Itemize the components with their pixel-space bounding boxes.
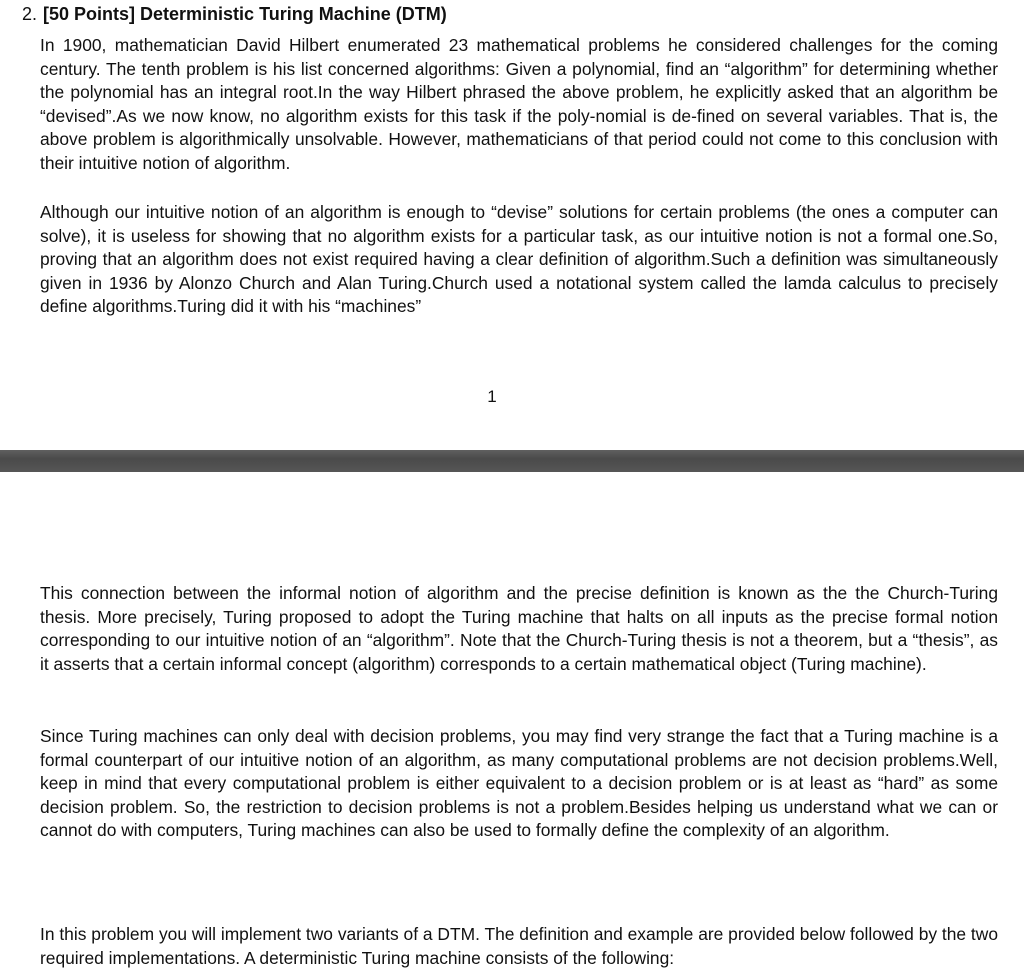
page-separator xyxy=(0,450,1024,472)
paragraph-dtm-definition-intro: In this problem you will implement two variants of a DTM. The definition and example are provided below followed by the two required implementations. A deterministic Turing machine consists of the following: xyxy=(40,924,998,968)
paragraph-intuitive-notion: Although our intuitive notion of an algorithm is enough to “devise” solutions for certain problems (the ones a computer can solve), it is useless for showing that no algorithm exists for a particular task, as our intuitive notion is not a formal one.So, proving that an algorithm does not exist required having a clear definition of algorithm.Such a definition was simultaneously given in 1936 by Alonzo Church and Alan Turing.Church used a notational system called the lamda calculus to precisely define algorithms.Turing did it with his “machines” xyxy=(40,202,998,317)
paragraph-church-turing-thesis: This connection between the informal notion of algorithm and the precise definition is known as the the Church-Turing thesis. More precisely, Turing proposed to adopt the Turing machine that halts on all inputs as the precise formal notion corresponding to our intuitive notion of an “algorithm”. Note that the Church-Turing thesis is not a theorem, but a “thesis”, as it asserts that a certain informal concept (algorithm) corresponds to a certain mathematical object (Turing machine). xyxy=(40,583,998,674)
page-number: 1 xyxy=(487,387,497,406)
question-heading xyxy=(22,3,447,25)
paragraph-decision-problems: Since Turing machines can only deal with decision problems, you may find very strange the fact that a Turing machine is a formal counterpart of our intuitive notion of an algorithm, as many computational problems are not decision problems.Well, keep in mind that every computational problem is either equivalent to a decision problem or is at least as “hard” as some decision problem. So, the restriction to decision problems is not a problem.Besides helping us understand what we can or cannot do with computers, Turing machines can also be used to formally define the complexity of an algorithm. xyxy=(40,726,998,841)
document-page-2 xyxy=(0,472,1024,979)
question-number: 2. xyxy=(22,4,38,24)
paragraph-hilbert-history: In 1900, mathematician David Hilbert enumerated 23 mathematical problems he considered challenges for the coming century. The tenth problem is his list concerned algorithms: Given a polynomial, find an “algorithm” for determining whether the polynomial has an integral root.In the way Hilbert phrased the above problem, he explicitly asked that an algorithm be “devised”.As we now know, no algorithm exists for this task if the poly-nomial is de-fined on several variables. That is, the above problem is algorithmically unsolvable. However, mathematicians of that period could not come to this conclusion with their intuitive notion of algorithm. xyxy=(40,35,998,173)
question-title: [50 Points] Deterministic Turing Machine (DTM) xyxy=(43,4,447,24)
document-page-1 xyxy=(0,0,1024,450)
